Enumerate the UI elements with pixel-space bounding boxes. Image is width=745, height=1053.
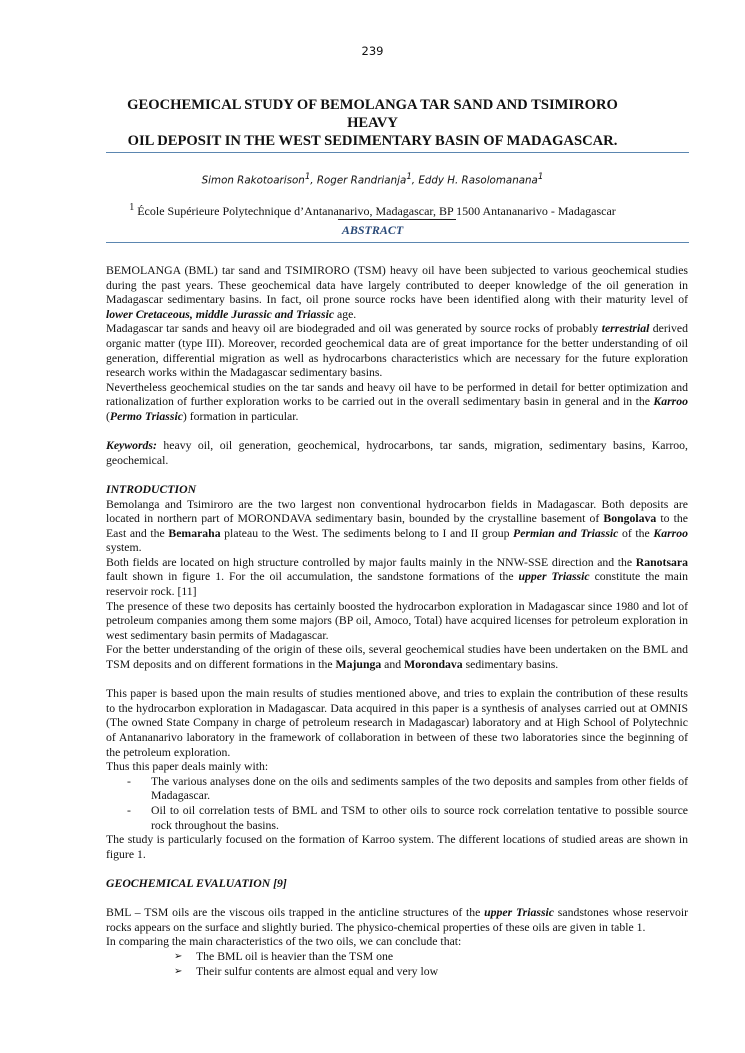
abstract-divider xyxy=(106,242,689,243)
intro-paragraph: Both fields are located on high structure controlled by major faults mainly in the NNW-SSE direction and the Ranotsara fault shown in figure 1. For the oil accumulation, the sandstone formations of the upper Triassic constitute the main reservoir rock. [11] xyxy=(106,555,688,599)
intro-paragraph: For the better understanding of the origin of these oils, several geochemical studies have been undertaken on the BML and TSM deposits and on different formations in the Majunga and Morondava sedimentary basins. xyxy=(106,643,688,672)
affiliation xyxy=(0,202,745,219)
intro-paragraph: Thus this paper deals mainly with: xyxy=(106,760,269,774)
page-number: 239 xyxy=(361,44,384,58)
author-name: Eddy H. Rasolomanana xyxy=(418,174,538,187)
body-text xyxy=(106,264,688,979)
abstract-paragraph: Nevertheless geochemical studies on the tar sands and heavy oil have to be performed in detail for better optimization and rationalization of further exploration works to be carried out in the overall sedimentary basin in general and in the Karroo (Permo Triassic) formation in particular. xyxy=(106,380,688,423)
geochem-paragraph: In comparing the main characteristics of the two oils, we can conclude that: xyxy=(106,935,462,949)
title-line-1: GEOCHEMICAL STUDY OF BEMOLANGA TAR SAND AND TSIMIRORO xyxy=(127,97,618,113)
arrow-bullet-icon: ➢ xyxy=(174,950,183,962)
arrow-bullet-icon: ➢ xyxy=(174,965,183,977)
author-affil-sup: 1 xyxy=(406,172,412,182)
list-item: ➢ Their sulfur contents are almost equal and very low xyxy=(174,964,439,978)
intro-paragraph: Bemolanga and Tsimiroro are the two largest non conventional hydrocarbon fields in Madagascar. Both deposits are located in northern part of MORONDAVA sedimentary basin, bounded by the crystalline basement of Bongolava to the East and the Bemaraha plateau to the West. The sediments belong to I and II group Permian and Triassic of the Karroo system. xyxy=(106,497,689,555)
author-affil-sup: 1 xyxy=(304,172,311,182)
paper-title xyxy=(60,96,685,150)
section-heading-geochemical: GEOCHEMICAL EVALUATION [9] xyxy=(106,876,287,890)
title-line-3: OIL DEPOSIT IN THE WEST SEDIMENTARY BASIN OF MADAGASCAR. xyxy=(127,133,618,149)
abstract-paragraph: BEMOLANGA (BML) tar sand and TSIMIRORO (TSM) heavy oil have been subjected to various geochemical studies during the past years. These geochemical data have largely contributed to deeper knowledge of the oil generation in Madagascar sedimentary basins. In fact, oil prone source rocks have been identified along with their maturity level of lower Cretaceous, middle Jurassic and Triassic age. xyxy=(106,264,688,321)
list-item: ➢ The BML oil is heavier than the TSM one xyxy=(174,949,394,963)
list-bullet: - xyxy=(127,774,131,788)
keywords-text: heavy oil, oil generation, geochemical, hydrocarbons, tar sands, migration, sedimentary basins, Karroo, geochemical. xyxy=(106,439,688,467)
list-item: - Oil to oil correlation tests of BML and TSM to other oils to source rock correlation tentative to possible source rock throughout the basins. xyxy=(127,803,688,832)
geochem-list xyxy=(106,950,688,979)
title-divider xyxy=(106,152,689,153)
keywords xyxy=(106,439,688,468)
affiliation-sup: 1 xyxy=(129,202,135,213)
intro-paragraph: This paper is based upon the main results of studies mentioned above, and tries to explain the contribution of these results to the hydrocarbon exploration in Madagascar. Data acquired in this paper is a synthesis of analyses carried out at OMNIS (The owned State Company in charge of petroleum research in Madagascar) laboratory and at High School of Polytechnic of Antananarivo laboratory in the framework of collaboration in between of these two laboratories since the beginning of the petroleum exploration. xyxy=(106,687,688,759)
geochem-paragraph: BML – TSM oils are the viscous oils trapped in the anticline structures of the upper Triassic sandstones whose reservoir rocks appears on the surface and slightly buried. The physico-chemical properties of these oils are given in table 1. xyxy=(106,906,688,934)
intro-paragraph: The study is particularly focused on the formation of Karroo system. The different locations of studied areas are shown in figure 1. xyxy=(106,833,688,861)
intro-list xyxy=(106,775,688,833)
abstract-paragraph: Madagascar tar sands and heavy oil are biodegraded and oil was generated by source rocks of probably terrestrial derived organic matter (type III). Moreover, recorded geochemical data are of great importance for the better understanding of oil generation, differential migration as well as hydrocarbons characteristics which are necessary for the future exploration research works within the Madagascar sedimentary basins. xyxy=(106,322,688,380)
intro-paragraph: The presence of these two deposits has certainly boosted the hydrocarbon exploration in Madagascar since 1980 and lot of petroleum companies among them some majors (BP oil, Amoco, Total) have acquired licenses for petroleum exploration in west sedimentary basin permits of Madagascar. xyxy=(106,599,688,642)
keywords-label: Keywords: xyxy=(106,439,157,453)
abstract-heading: ABSTRACT xyxy=(341,223,404,237)
author-name: Simon Rakotoarison xyxy=(201,174,305,187)
section-heading-introduction: INTRODUCTION xyxy=(106,482,197,496)
list-item: - The various analyses done on the oils and sediments samples of the two deposits and samples from other fields of Madagascar. xyxy=(127,774,688,803)
author-affil-sup: 1 xyxy=(537,172,544,182)
affiliation-text: École Supérieure Polytechnique d’Antananarivo, Madagascar, BP 1500 Antananarivo - Madagascar xyxy=(134,204,616,218)
author-name: Roger Randrianja xyxy=(316,174,407,187)
list-bullet: - xyxy=(127,803,131,817)
abstract-rule xyxy=(338,219,456,220)
author-list: Simon Rakotoarison$^1$, Roger Randrianja$^1$, Eddy H. Rasolomanana$^1$ xyxy=(201,172,544,187)
title-line-2: HEAVY xyxy=(347,115,398,131)
